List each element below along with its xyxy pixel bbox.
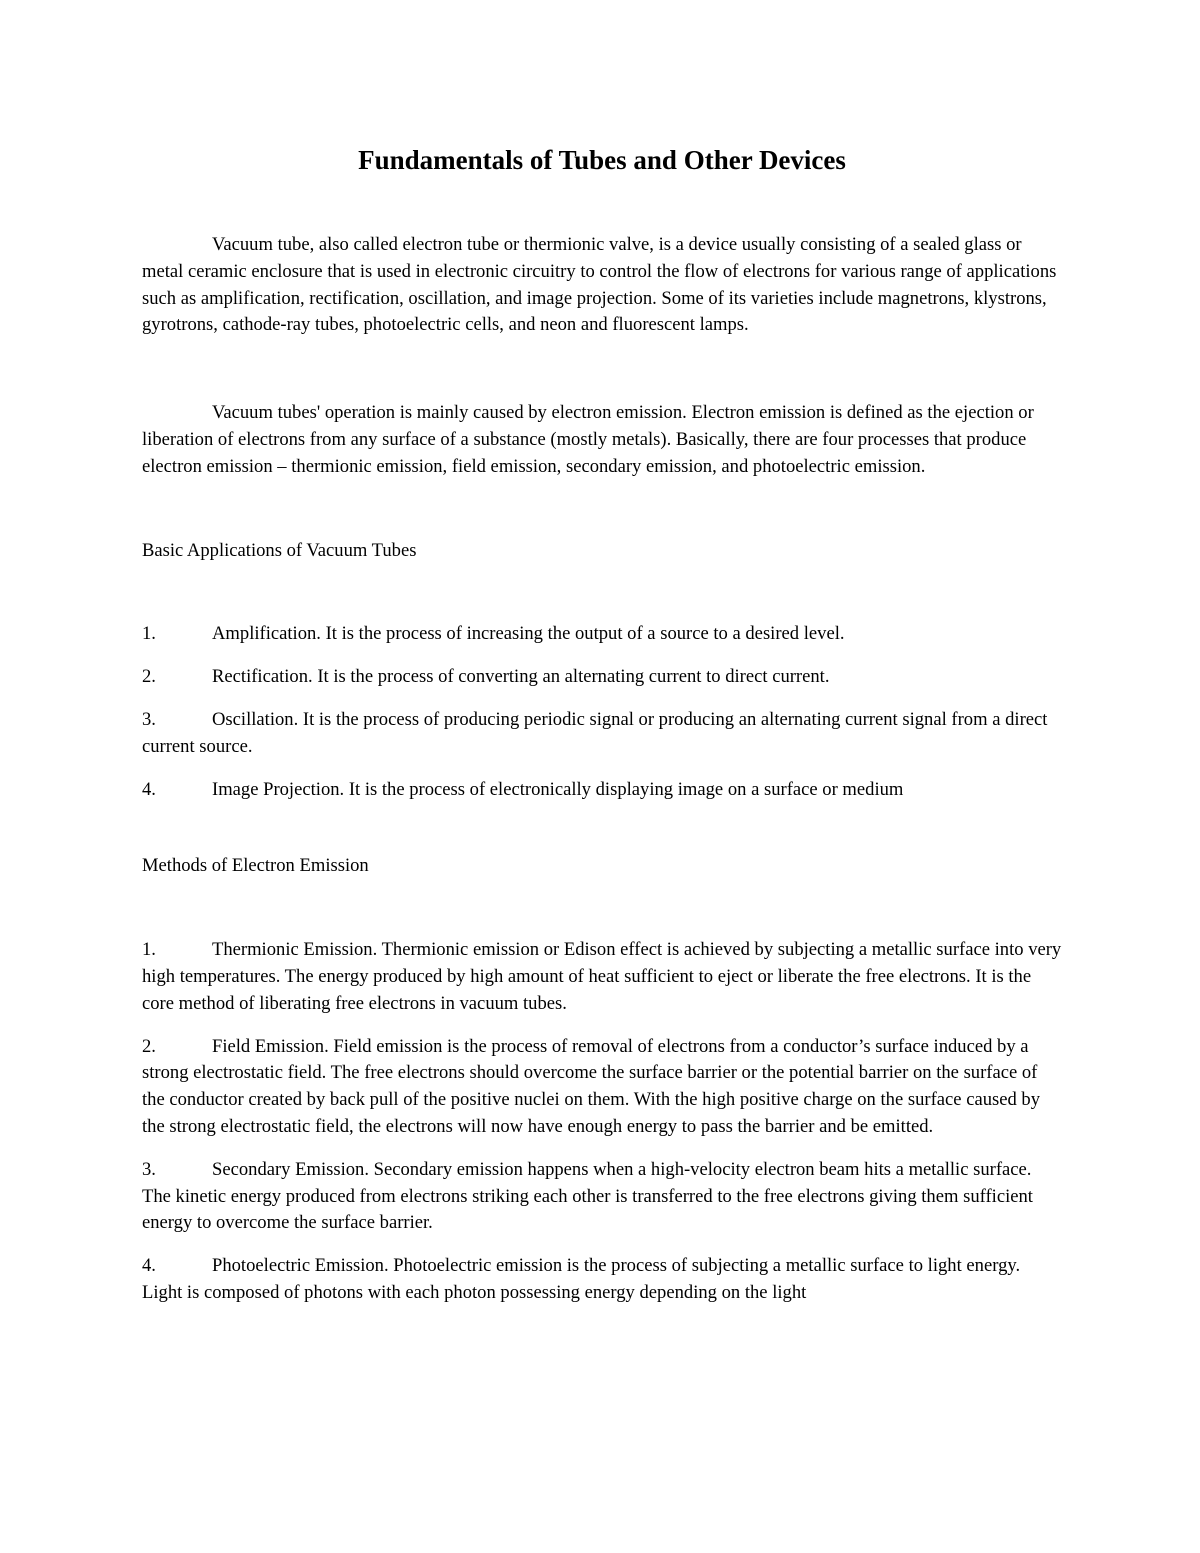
list-item-number: 2. xyxy=(142,1035,156,1057)
list-item-text: Oscillation. It is the process of producing periodic signal or producing an alternating current signal from a direct current source. xyxy=(142,708,1048,757)
list-item-text: Field Emission. Field emission is the process of removal of electrons from a conductor’s surface induced by a strong electrostatic field. The free electrons should overcome the surface barrier or the potential barrier on the surface of the conductor created by back pull of the positive nuclei on them. With the high positive charge on the surface caused by the strong electrostatic field, the electrons will now have enough energy to pass the barrier and be emitted. xyxy=(142,1035,1041,1137)
list-item-text: Photoelectric Emission. Photoelectric emission is the process of subjecting a metallic surface to light energy. Light is composed of photons with each photon possessing energy depending on the light xyxy=(142,1255,1021,1303)
list-item-number: 1. xyxy=(142,623,156,645)
applications-list xyxy=(142,621,1062,803)
list-item-text: Amplification. It is the process of increasing the output of a source to a desired level. xyxy=(212,623,845,645)
methods-list xyxy=(142,937,1062,1307)
list-item xyxy=(142,621,1062,648)
list-item-number: 2. xyxy=(142,666,156,688)
list-item-text: Rectification. It is the process of converting an alternating current to direct current. xyxy=(212,666,830,688)
list-item xyxy=(142,1034,1062,1141)
document-page xyxy=(142,140,1062,1323)
list-item-number: 3. xyxy=(142,708,156,730)
list-item-number: 4. xyxy=(142,1255,156,1277)
list-item-number: 1. xyxy=(142,939,156,961)
list-item-text: Thermionic Emission. Thermionic emission or Edison effect is achieved by subjecting a metallic surface into very high temperatures. The energy produced by high amount of heat sufficient to eject or liberate the free electrons. It is the core method of liberating free electrons in vacuum tubes. xyxy=(142,939,1062,1014)
list-item xyxy=(142,1157,1062,1237)
list-item-number: 3. xyxy=(142,1158,156,1180)
methods-heading: Methods of Electron Emission xyxy=(142,855,369,877)
list-item xyxy=(142,664,1062,691)
list-item xyxy=(142,707,1062,761)
document-title: Fundamentals of Tubes and Other Devices xyxy=(358,145,846,175)
list-item-number: 4. xyxy=(142,778,156,800)
list-item-text: Secondary Emission. Secondary emission happens when a high-velocity electron beam hits a metallic surface. The kinetic energy produced from electrons striking each other is transferred to the free electrons giving them sufficient energy to overcome the surface barrier. xyxy=(142,1158,1033,1234)
intro-paragraph: Vacuum tube, also called electron tube or thermionic valve, is a device usually consisting of a sealed glass or metal ceramic enclosure that is used in electronic circuitry to control the flow of electrons for various range of applications such as amplification, rectification, oscillation, and image projection. Some of its varieties include magnetrons, klystrons, gyrotrons, cathode-ray tubes, photoelectric cells, and neon and fluorescent lamps. xyxy=(142,234,1057,336)
list-item xyxy=(142,1253,1062,1307)
list-item xyxy=(142,777,1062,804)
applications-heading: Basic Applications of Vacuum Tubes xyxy=(142,539,417,561)
emission-paragraph: Vacuum tubes' operation is mainly caused by electron emission. Electron emission is defined as the ejection or liberation of electrons from any surface of a substance (mostly metals). Basically, there are four processes that produce electron emission – thermionic emission, field emission, secondary emission, and photoelectric emission. xyxy=(142,402,1034,477)
list-item-text: Image Projection. It is the process of electronically displaying image on a surface or medium xyxy=(212,778,904,800)
list-item xyxy=(142,937,1062,1017)
